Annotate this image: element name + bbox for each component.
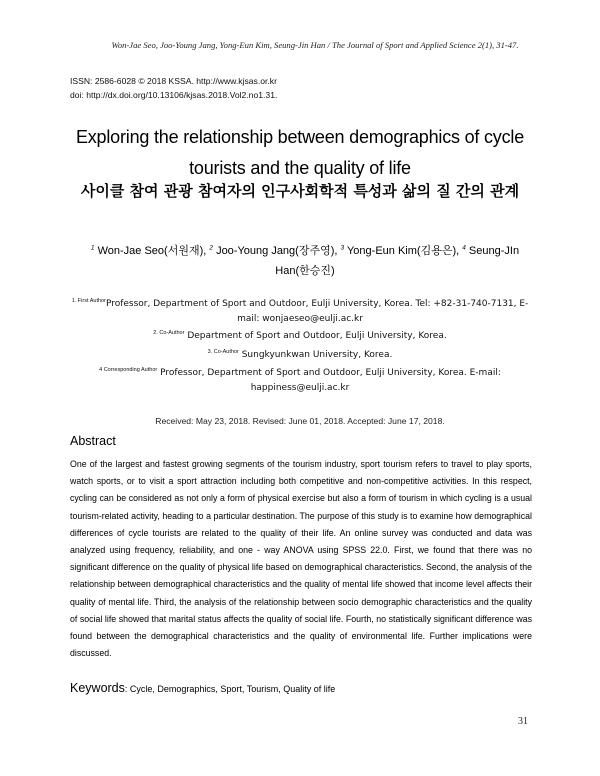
affiliation-2-role: 2. Co-Author: [153, 330, 185, 336]
author-3-name: Yong-Eun Kim(김용은),: [346, 244, 460, 257]
running-head: Won-Jae Seo, Joo-Young Jang, Yong-Eun Kim, Seung-Jin Han / The Journal of Sport and Applied Science 2(1), 31-47.: [111, 40, 519, 50]
author-list: [80, 238, 530, 281]
affiliation-2-text: Department of Sport and Outdoor, Eulji University, Korea.: [187, 331, 447, 341]
keywords-list: : Cycle, Demographics, Sport, Tourism, Quality of life: [124, 684, 336, 694]
abstract-body: One of the largest and fastest growing segments of the tourism industry, sport tourism refers to travel to play sports, watch sports, or to visit a sport attraction including both competitive and non-competitive activities. In this respect, cycling can be considered as not only a form of physical exercise but also a form of tourism in which cycling is a usual tourism-related activity, heading to a particular destination. The purpose of this study is to examine how demographical differences of cycle tourists are related to the quality of their life. An online survey was conducted and data was analyzed using frequency, reliability, and one - way ANOVA using SPSS 22.0. First, we found that there was no significant difference on the quality of physical life based on demographical characteristics. Second, the analysis of the relationship between demographical characteristics and the quality of mental life showed that income level affects their quality of mental life. Third, the analysis of the relationship between socio demographic characteristics and the quality of social life showed that marital status affects the quality of social life. Fourth, no statistically significant difference was found between the demographical characteristics and the quality of environmental life. Further implications were discussed.: [70, 459, 532, 659]
page-number: 31: [518, 716, 528, 727]
publication-meta: [70, 74, 277, 102]
author-1: [91, 245, 206, 257]
paper-title: [60, 122, 540, 184]
affiliation-4: [70, 363, 530, 396]
affiliation-1-role: 1. First Author: [71, 298, 106, 304]
affiliation-3-role: 3. Co-Author: [207, 349, 239, 355]
author-4-name: Seung-JIn Han(한승진): [275, 244, 520, 277]
author-1-name: Won-Jae Seo(서원재),: [97, 244, 207, 257]
keywords: [70, 679, 335, 697]
affiliation-1-text: Professor, Department of Sport and Outdoor, Eulji University, Korea. Tel: +82-31-740-7131, E-mail: wonjaeseo@eulji.ac.kr: [105, 299, 529, 324]
author-2-name: Joo-Young Jang(장주영),: [216, 244, 338, 257]
abstract-heading: Abstract: [70, 434, 116, 448]
author-3-number: 3: [340, 244, 345, 251]
issn-line: ISSN: 2586-6028 © 2018 KSSA. http://www.kjsas.or.kr: [70, 76, 277, 86]
title-line-1: Exploring the relationship between demographics of cycle: [75, 127, 525, 147]
submission-dates: Received: May 23, 2018. Revised: June 01, 2018. Accepted: June 17, 2018.: [155, 416, 445, 426]
author-3: [341, 245, 460, 257]
affiliation-3: [70, 345, 530, 363]
affiliation-1: [70, 294, 530, 327]
title-line-2: tourists and the quality of life: [189, 158, 411, 178]
doi-line: doi: http://dx.doi.org/10.13106/kjsas.2018.Vol2.no1.31.: [70, 90, 278, 100]
affiliation-4-text: Professor, Department of Sport and Outdoor, Eulji University, Korea. E-mail: happiness@eulji.ac.kr: [160, 368, 501, 393]
author-1-number: 1: [90, 244, 95, 251]
author-2: [209, 245, 337, 257]
author-4-number: 4: [462, 244, 466, 251]
keywords-label: Keywords: [70, 681, 125, 695]
affiliation-2: [70, 326, 530, 344]
affiliation-4-role: 4 Corresponding Author: [99, 367, 158, 373]
affiliation-3-text: Sungkyunkwan University, Korea.: [241, 350, 393, 360]
author-2-number: 2: [209, 244, 213, 251]
korean-title: 사이클 참여 관광 참여자의 인구사회학적 특성과 삶의 질 간의 관계: [80, 182, 520, 200]
